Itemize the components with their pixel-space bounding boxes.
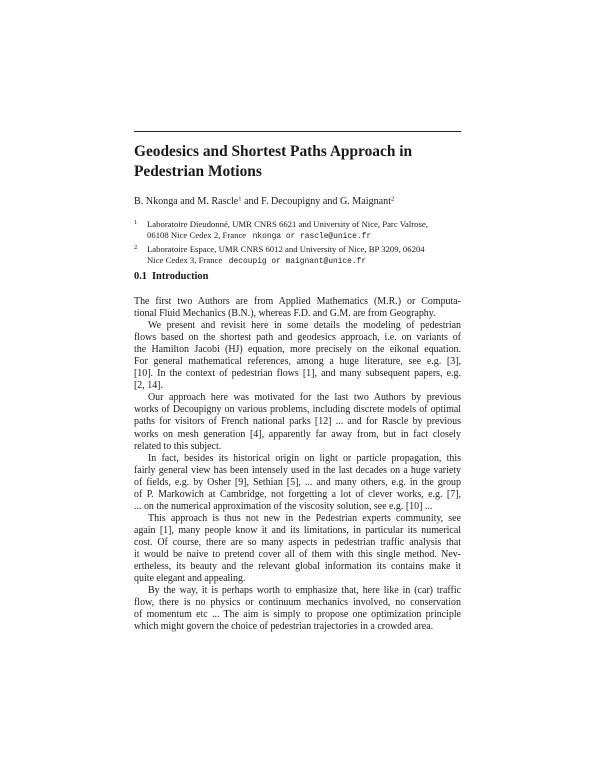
title-rule xyxy=(134,131,461,132)
text-line: ... on the numerical approximation of the viscosity solution, see e.g. [10] ... xyxy=(134,500,433,512)
affiliation-1-email: nkonga or rascle@unice.fr xyxy=(252,232,372,241)
paragraph xyxy=(134,392,461,452)
text-line: For general mathematical references, among a huge literature, see e.g. [3], xyxy=(134,356,461,368)
text-line: This approach is thus not new in the Pedestrian experts community, see xyxy=(148,512,461,524)
affiliation-mark-2: 2 xyxy=(391,195,395,203)
text-line: which might govern the choice of pedestrian trajectories in a crowded area. xyxy=(134,621,434,633)
paragraph xyxy=(134,513,461,585)
authors-group-2: and F. Decoupigny and G. Maignant xyxy=(241,196,391,207)
paper-title xyxy=(134,142,461,181)
affiliation-1-line-2: 06108 Nice Cedex 2, France xyxy=(147,230,247,240)
text-line: ertheless, its beauty and the relevant global information its contains make it xyxy=(134,561,461,573)
text-line: paths for visitors of French national parks [12] ... and for Rascle by previous xyxy=(134,416,461,428)
affiliations xyxy=(134,219,469,269)
affiliation-mark-1: 1 xyxy=(238,195,242,203)
affiliation-1-mark: 1 xyxy=(134,219,138,226)
text-line: We present and revisit here in some details the modeling of pedestrian xyxy=(148,320,461,332)
affiliation-2-line-2: Nice Cedex 3, France xyxy=(147,255,223,265)
text-line: of P. Markowich at Cambridge, not forgetting a lot of clever works, e.g. [7], xyxy=(134,488,461,500)
affiliation-2-line-1: Laboratoire Espace, UMR CNRS 6012 and University of Nice, BP 3209, 06204 xyxy=(147,244,425,254)
paragraph xyxy=(134,296,461,320)
affiliation-1 xyxy=(134,219,469,242)
text-line: fairly general view has been intensely used in the last decades on a huge variety xyxy=(134,464,461,476)
title-line-1: Geodesics and Shortest Paths Approach in xyxy=(134,143,413,160)
affiliation-1-line-1: Laboratoire Dieudonné, UMR CNRS 6621 and University of Nice, Parc Valrose, xyxy=(147,219,428,229)
text-line: related to this subject. xyxy=(134,440,222,452)
text-line: works of Decoupigny on various problems, including discrete models of optimal xyxy=(134,404,461,416)
text-line: In fact, besides its historical origin on light or particle propagation, this xyxy=(148,452,461,464)
affiliation-2-mark: 2 xyxy=(134,244,138,251)
authors-group-1: B. Nkonga and M. Rascle xyxy=(134,196,239,207)
affiliation-2-email: decoupig or maignant@unice.fr xyxy=(228,257,367,266)
text-line: Our approach here was motivated for the last two Authors by previous xyxy=(148,392,461,404)
body-text xyxy=(134,296,461,633)
section-title: Introduction xyxy=(152,271,209,282)
section-heading xyxy=(134,270,461,283)
paragraph xyxy=(134,320,461,392)
section-number: 0.1 xyxy=(134,271,147,282)
text-line: it would be naive to pretend cover all of them with this single method. Nev- xyxy=(134,548,461,560)
text-line: of fields, e.g. by Osher [9], Sethian [5], ... and many others, e.g. in the group xyxy=(134,476,461,488)
paragraph xyxy=(134,585,461,633)
text-line: [10]. In the context of pedestrian flows [1], and many subsequent papers, e.g. xyxy=(134,368,461,380)
text-line: By the way, it is perhaps worth to emphasize that, here like in (car) traffic xyxy=(148,585,461,597)
text-line: tional Fluid Mechanics (B.N.), whereas F.D. and G.M. are from Geography. xyxy=(134,308,436,320)
paragraph xyxy=(134,453,461,513)
author-list xyxy=(134,195,474,208)
affiliation-2 xyxy=(134,244,469,267)
text-line: of momentum etc ... The aim is simply to propose one optimization principle xyxy=(134,609,461,621)
text-line: quite elegant and appealing. xyxy=(134,573,246,585)
text-line: flow, there is no physics or continuum mechanics involved, no conservation xyxy=(134,597,461,609)
title-line-2: Pedestrian Motions xyxy=(134,162,262,180)
text-line: flows based on the shortest path and geodesics approach, i.e. on variants of xyxy=(134,332,461,344)
text-line: again [1], many people know it and its limitations, in particular its numerical xyxy=(134,524,461,536)
text-line: the Hamilton Jacobi (HJ) equation, more precisely on the eikonal equation. xyxy=(134,344,461,356)
text-line: The first two Authors are from Applied Mathematics (M.R.) or Computa- xyxy=(134,296,461,307)
text-line: [2, 14]. xyxy=(134,380,163,392)
text-line: cost. Of course, there are so many aspects in pedestrian traffic analysis that xyxy=(134,536,461,548)
text-line: works on mesh generation [4], apparently far away from, but in fact closely xyxy=(134,428,461,440)
